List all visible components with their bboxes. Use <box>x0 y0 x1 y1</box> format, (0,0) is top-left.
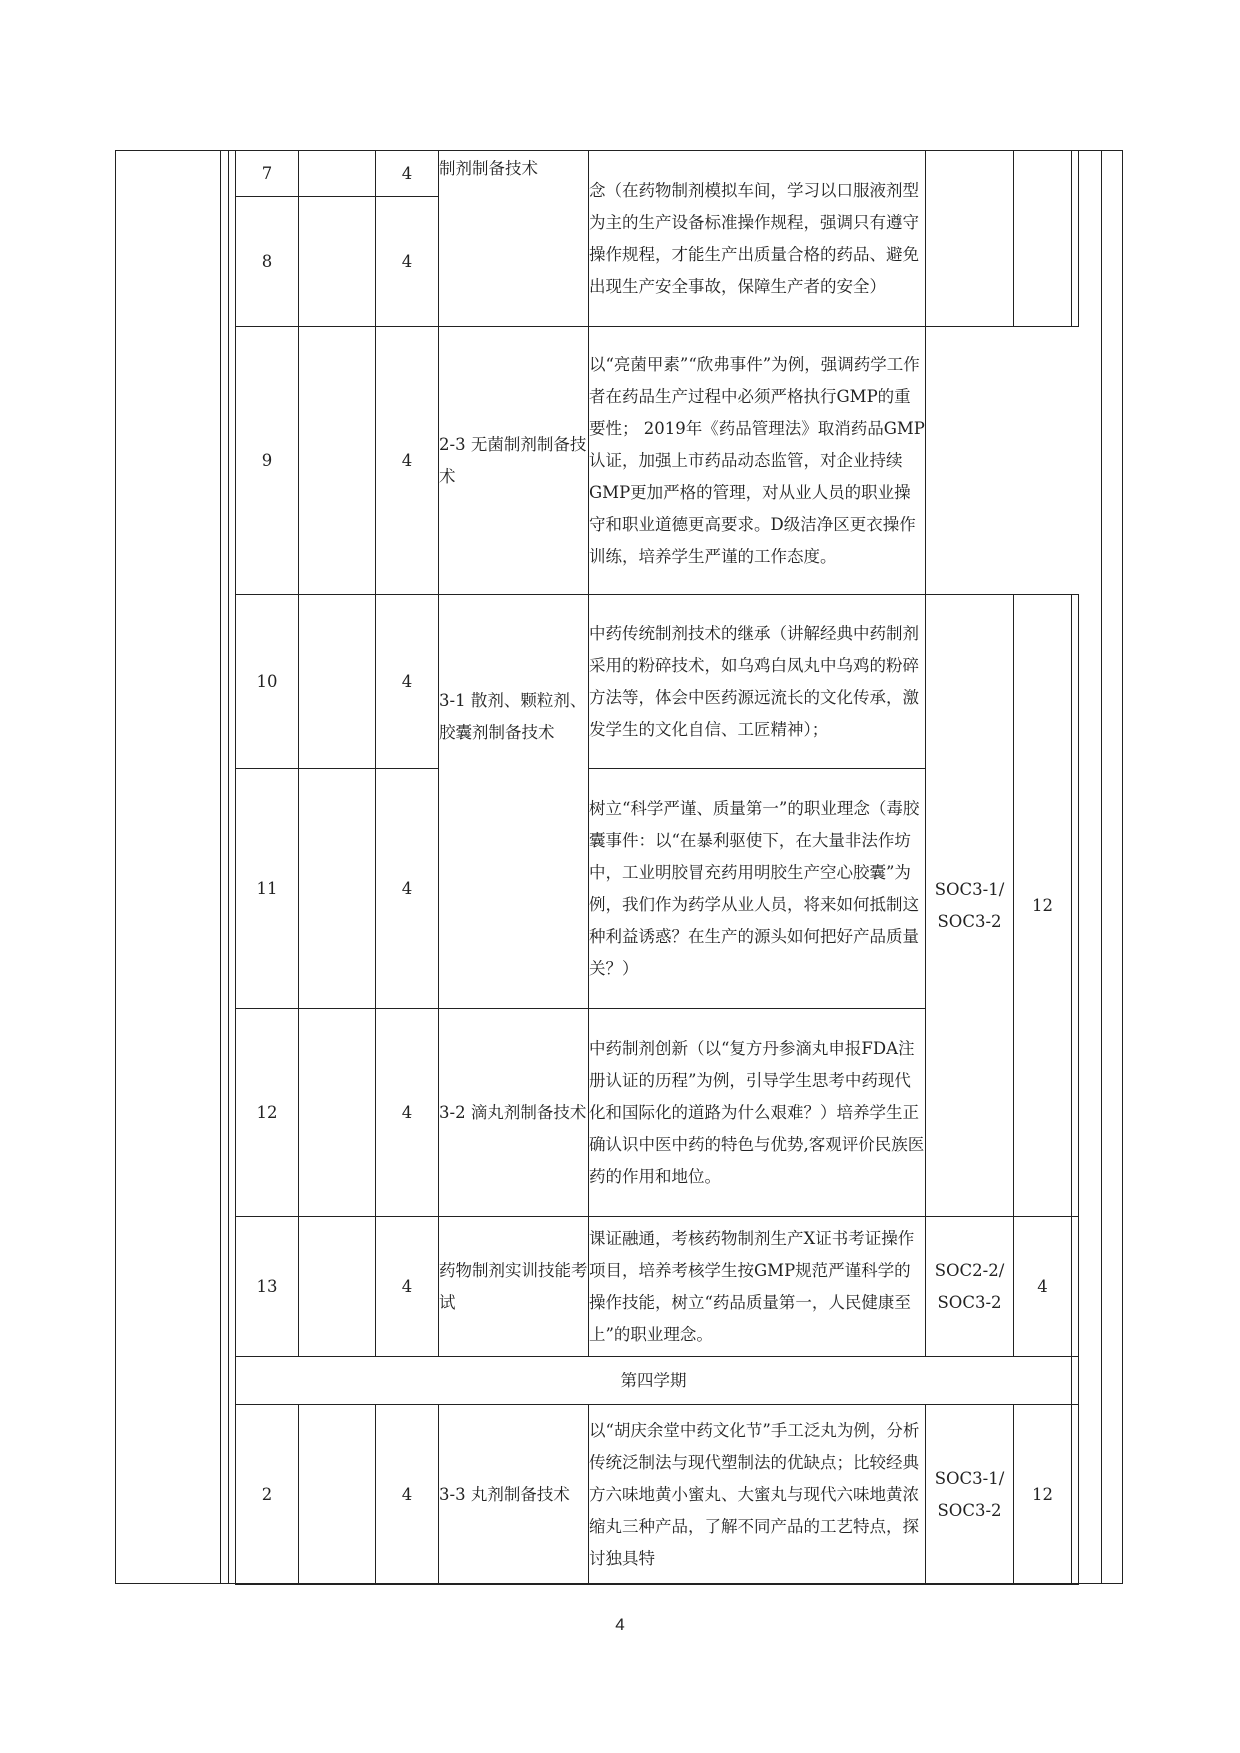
week-number: 7 <box>236 151 299 197</box>
hours-cell: 4 <box>376 327 439 595</box>
objective-cell <box>926 1217 1014 1357</box>
week-number: 10 <box>236 595 299 769</box>
topic-cell: 3-2 滴丸剂制备技术 <box>439 1009 589 1217</box>
table-row <box>236 151 1079 197</box>
objective-line-2: SOC3-2 <box>937 1292 1002 1312</box>
empty-cell <box>299 595 376 769</box>
narrow-cell <box>1072 1217 1079 1357</box>
hours-cell: 4 <box>376 151 439 197</box>
narrow-cell <box>1072 1405 1079 1585</box>
total-hours-cell: 4 <box>1014 1217 1072 1357</box>
hours-cell: 4 <box>376 769 439 1009</box>
narrow-cell <box>1072 1357 1079 1405</box>
hours-cell: 4 <box>376 1009 439 1217</box>
content-cell: 以“亮菌甲素”“欣弗事件”为例，强调药学工作者在药品生产过程中必须严格执行GMP的重要性； 2019年《药品管理法》取消药品GMP认证，加强上市药品动态监管，对企业持续GMP更加严格的管理，对从业人员的职业操守和职业道德更高要求。D级洁净区更衣操作训练，培养学生严谨的工作态度。 <box>589 327 926 595</box>
objective-line-2: SOC3-2 <box>937 911 1002 931</box>
empty-cell <box>299 151 376 197</box>
empty-cell <box>299 769 376 1009</box>
empty-cell <box>299 197 376 327</box>
topic-cell: 2-3 无菌制剂制备技术 <box>439 327 589 595</box>
week-number: 11 <box>236 769 299 1009</box>
content-cell: 念（在药物制剂模拟车间，学习以口服液剂型为主的生产设备标准操作规程，强调只有遵守操作规程，才能生产出质量合格的药品、避免出现生产安全事故，保障生产者的安全） <box>589 151 926 327</box>
outer-column-divider-left-inner <box>228 150 229 1584</box>
empty-cell <box>299 1009 376 1217</box>
hours-cell: 4 <box>376 1405 439 1585</box>
outer-column-divider-left <box>220 150 221 1584</box>
empty-cell <box>299 1405 376 1585</box>
page-number: 4 <box>615 1615 625 1634</box>
week-number: 2 <box>236 1405 299 1585</box>
content-cell: 中药制剂创新（以“复方丹参滴丸申报FDA注册认证的历程”为例，引导学生思考中药现代化和国际化的道路为什么艰难？）培养学生正确认识中医中药的特色与优势,客观评价民族医药的作用和地位。 <box>589 1009 926 1217</box>
topic-cell: 药物制剂实训技能考试 <box>439 1217 589 1357</box>
narrow-cell <box>1072 151 1079 327</box>
objective-line-1: SOC2-2/ <box>934 1260 1005 1280</box>
objective-cell <box>926 1405 1014 1585</box>
week-number: 8 <box>236 197 299 327</box>
empty-cell <box>299 327 376 595</box>
week-number: 12 <box>236 1009 299 1217</box>
total-hours-cell: 12 <box>1014 1405 1072 1585</box>
objective-cell <box>926 595 1014 1217</box>
outer-column-divider-right <box>1101 150 1102 1584</box>
semester-header-row <box>236 1357 1079 1405</box>
table-row <box>236 327 1079 595</box>
semester-label: 第四学期 <box>236 1357 1072 1405</box>
hours-cell: 4 <box>376 1217 439 1357</box>
week-number: 13 <box>236 1217 299 1357</box>
hours-cell: 4 <box>376 595 439 769</box>
hours-cell: 4 <box>376 197 439 327</box>
topic-cell: 3-1 散剂、颗粒剂、胶囊剂制备技术 <box>439 595 589 1009</box>
table-row <box>236 595 1079 769</box>
empty-cell <box>299 1217 376 1357</box>
table-row <box>236 1405 1079 1585</box>
topic-cell: 制剂制备技术 <box>439 151 589 327</box>
content-cell: 中药传统制剂技术的继承（讲解经典中药制剂采用的粉碎技术，如乌鸡白凤丸中乌鸡的粉碎方法等，体会中医药源远流长的文化传承，激发学生的文化自信、工匠精神）； <box>589 595 926 769</box>
content-cell: 以“胡庆余堂中药文化节”手工泛丸为例，分析传统泛制法与现代塑制法的优缺点；比较经典方六味地黄小蜜丸、大蜜丸与现代六味地黄浓缩丸三种产品，了解不同产品的工艺特点，探讨独具特 <box>589 1405 926 1585</box>
week-number: 9 <box>236 327 299 595</box>
objective-line-2: SOC3-2 <box>937 1500 1002 1520</box>
total-hours-cell <box>1014 151 1072 327</box>
course-schedule-table <box>235 150 1079 1585</box>
content-cell: 课证融通，考核药物制剂生产X证书考证操作项目，培养考核学生按GMP规范严谨科学的操作技能，树立“药品质量第一，人民健康至上”的职业理念。 <box>589 1217 926 1357</box>
total-hours-cell: 12 <box>1014 595 1072 1217</box>
table-row <box>236 1217 1079 1357</box>
objective-cell <box>926 151 1014 327</box>
objective-line-1: SOC3-1/ <box>934 1468 1005 1488</box>
objective-line-1: SOC3-1/ <box>934 879 1005 899</box>
content-cell: 树立“科学严谨、质量第一”的职业理念（毒胶囊事件：以“在暴利驱使下，在大量非法作坊中，工业明胶冒充药用明胶生产空心胶囊”为例，我们作为药学从业人员，将来如何抵制这种利益诱惑？在生产的源头如何把好产品质量关？） <box>589 769 926 1009</box>
narrow-cell <box>1072 595 1079 1217</box>
topic-cell: 3-3 丸剂制备技术 <box>439 1405 589 1585</box>
